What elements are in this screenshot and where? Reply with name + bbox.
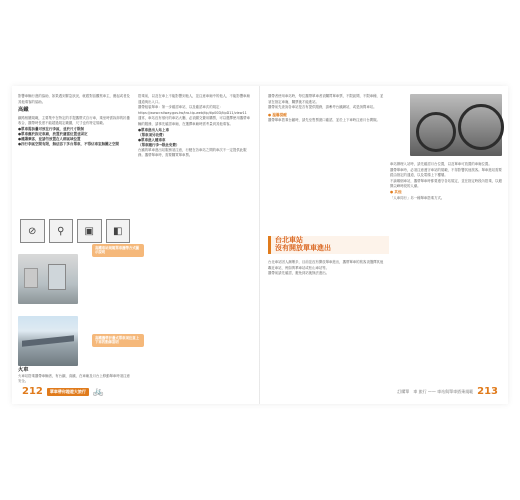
left-column-2 [138, 94, 252, 159]
section-heading-hsr: 高鐵 [18, 107, 29, 114]
right-col2-body-2: 攜帶單車時，必須注意遵守車站的規範，不得影響其他旅客。單車進站需要經由指定的通道，以及電梯上下樓層。 [390, 167, 502, 178]
left-bullet-2: ●單車應於指定車廂，放置於適當位置並固定 [18, 131, 88, 136]
left-body: 鐵路相關規範，主要集中在特定的手提攜帶式自行車，乘坐時需拆卸的折疊收合，攜帶時長度不能超過規定範圍，尺寸也有特定規範。 [18, 115, 130, 126]
right-col2-body-3: 不論哪個車站，攜帶單車時都要遵守各站規定，並在指定時段內搭乘，以避開尖峰時段的人潮。 [390, 178, 502, 189]
bike-icon: ⚲ [49, 219, 74, 243]
right-page [260, 86, 508, 404]
bike-gate-photo [410, 94, 502, 156]
left-running-title: 單車帶你趣遊大旅行 [47, 388, 89, 396]
photo-note-1: 高鐵車站規範單車攜帶方式圖示說明 [92, 244, 144, 257]
book-spread [12, 86, 508, 404]
railway-url[interactable]: https://www.railway.gov.tw/tra-tip-web/tip/tip00D/tipD11/view11 [138, 110, 247, 115]
right-column-2 [390, 162, 502, 201]
right-subhead: ● 其他 [390, 189, 402, 194]
right-body-2: 攜帶前先查詢各車站是否有提供服務，請參考台鐵網站，或是詢問車站。 [268, 105, 377, 110]
right-page-number: 213 [477, 386, 498, 397]
seat-icon: ◧ [106, 219, 131, 243]
right-body-1: 攜帶者使用車站時，每位攜帶單車者須購買單車票，不限區間，不限車種，並須在指定車廂，購票後才能進站。 [268, 94, 384, 104]
rules-icon-row [20, 219, 130, 241]
right-col2-body-1: 車站辦理入站時，請先確認月台位置，以及單車可放置的車廂位置。 [390, 162, 492, 166]
right-column-1 [268, 94, 384, 124]
col2-body-1: 搭乘前，以及在車上不能影響到他人，並注意車廂中的他人，不能影響車廂通道與出入口。 [138, 94, 250, 104]
train-section [18, 368, 132, 385]
bike-icon: 🚲 [92, 386, 105, 397]
col2-bullet-4: （單車隨行李→限此免費） [138, 142, 180, 147]
left-bullet-3: ●禮讓乘客，並請勿放置在人群區域位置 [18, 136, 81, 141]
col2-bullet-3: ●單車進入隨車車 [138, 137, 166, 142]
left-page [12, 86, 260, 404]
left-bullet-1: ●單車需拆疊可放在行李區，並於尺寸限制 [18, 126, 85, 131]
right-footer [397, 386, 498, 397]
tip-text: 攜帶單車搭乘台鐵時，請先至售票窗口確認，並於上下車時注意月台間隙。 [268, 118, 380, 123]
banner-line-1: 台北車站 [275, 236, 303, 244]
banner-line-2: 沒有開放單車進出 [275, 244, 331, 252]
col2-body-2: 攜帶組裝單車：第一步確認車站，以及確認車次的規定： [138, 105, 223, 110]
left-column-1 [18, 94, 132, 147]
col2-bullet-2: （單車須另收費） [138, 132, 166, 137]
left-intro: 影響車輛行進的協助，如果遇到緊急狀況，就跟對話觀察車主，擾起或者及其他乘客的協助。 [18, 94, 130, 104]
right-running-head: 訂購單 車 旅行 —— 車站與單車搭乘規範 [397, 388, 474, 394]
station-platform-photo [18, 316, 78, 366]
section-heading-train: 火車 [18, 367, 29, 373]
col2-body-3: 通常，車站沒有預付的車站大廳，必須繳交費用購票，可以選擇使用攜帶車輛的服務，請事先確認車廂，在選擇車廂時需考量到其他乘客。 [138, 116, 250, 126]
left-bullet-4: ●四行李區空間有限，無法容下多台單車，不得佔車室無關之空間 [18, 141, 120, 146]
station-gates-photo [18, 254, 78, 304]
right-col2-body-4: 「人車同行」另一種單車搭乘方式。 [390, 195, 445, 200]
photo-note-2: 高鐵攜帶折疊式單車須注意上下車的動線說明 [92, 334, 144, 347]
col2-bullet-1: ●單車進出入站上車 [138, 127, 170, 132]
no-bike-icon: ⊘ [20, 219, 45, 243]
right-body-4: 攜帶前請先確認，避免到站後無法進出。 [268, 271, 330, 276]
tip-label: ● 溫馨提醒 [268, 112, 287, 117]
bike-wheel-front [416, 112, 456, 152]
right-body-3: 台北車站因人潮眾多，目前並沒有開放單車進出，攜帶單車的旅客須選擇其他鄰近車站，例如萬華車站或松山車站等。 [268, 260, 384, 270]
right-column-1-lower [268, 260, 384, 277]
left-footer [22, 386, 104, 397]
taipei-station-banner [268, 236, 389, 254]
luggage-icon: ▣ [77, 219, 102, 243]
train-body: 火車站搭乘攜帶車輛者，有台鐵、高鐵，在車廂及月台上移動單車時須注意安全。 [18, 373, 130, 384]
bike-wheel-rear [458, 104, 504, 150]
left-page-number: 212 [22, 386, 43, 397]
col2-body-4: 台鐵的單車進出站服務須注意，行駛在各車站之間的車次不一定提供此服務。攜帶單車時，需要購買單車票。 [138, 147, 247, 158]
